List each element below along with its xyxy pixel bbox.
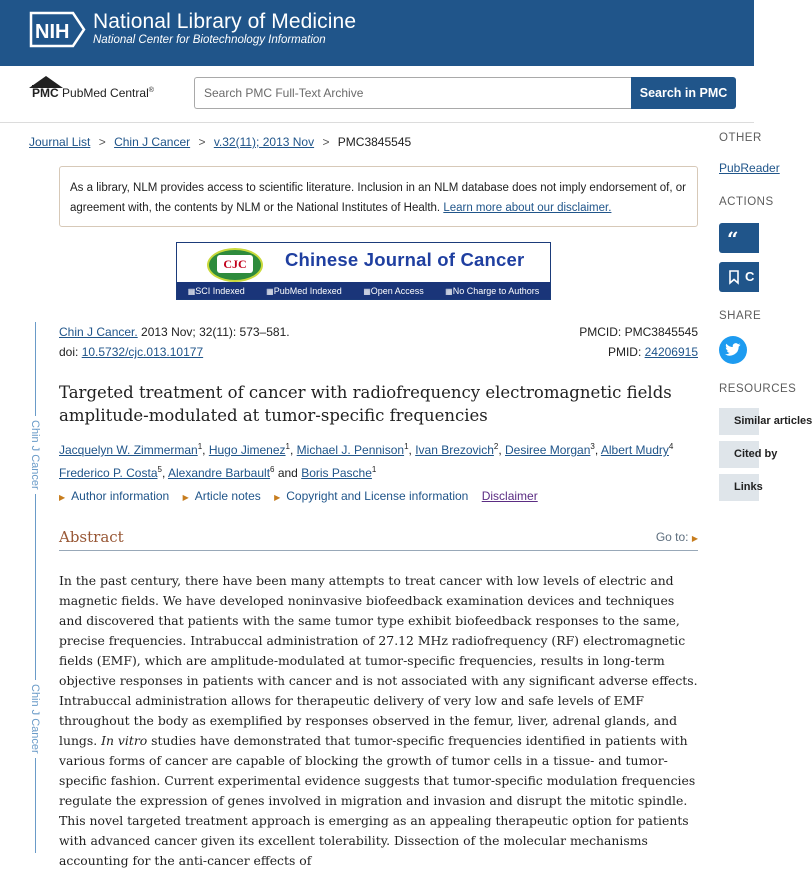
- cited-by-button[interactable]: Cited by: [719, 441, 759, 468]
- author-list: Jacquelyn W. Zimmerman$^1$, Hugo Jimenez$^1$, Michael J. Pennison$^1$, Ivan Brezovich$^2$, Desiree Morgan$^3$, Albert Mudry$^4$ Frederico P. Costa$^5$, Alexandre Barbault$^6$ and Boris Pasche$^1$: [59, 442, 674, 480]
- triangle-right-icon: ▶: [691, 534, 698, 543]
- pmcid-value: PMC3845545: [624, 325, 698, 339]
- author-link[interactable]: Desiree Morgan: [505, 443, 591, 457]
- author-affiliation: 1: [197, 442, 203, 451]
- author-affiliation: 1: [285, 442, 290, 451]
- pubreader-link[interactable]: PubReader: [719, 161, 780, 175]
- pmid-label: PMID:: [607, 345, 645, 359]
- pmid-link[interactable]: 24206915: [644, 345, 698, 359]
- collections-button[interactable]: [719, 262, 759, 292]
- copyright-label: Copyright and License information: [286, 489, 469, 503]
- banner-tag: ▦ No Charge to Authors: [445, 286, 539, 296]
- triangle-right-icon: ▶: [59, 493, 66, 502]
- search-button[interactable]: Search in PMC: [631, 77, 736, 109]
- author-link[interactable]: Ivan Brezovich: [415, 443, 494, 457]
- notice-text: As a library, NLM provides access to scientific literature. Inclusion in an NLM database does not imply endorsement of, or agreement with, the contents by NLM or the National Institutes of Health.: [70, 182, 686, 214]
- breadcrumb-separator: >: [322, 135, 330, 149]
- side-rail-label: Chin J Cancer: [29, 680, 41, 758]
- pmcid-label: PMCID:: [579, 325, 625, 339]
- actions-label: ACTIONS: [719, 196, 774, 208]
- links-button[interactable]: Links: [719, 474, 759, 501]
- breadcrumb: [29, 135, 411, 149]
- breadcrumb-current: PMC3845545: [337, 135, 412, 149]
- disclaimer-article-link[interactable]: Disclaimer: [481, 489, 538, 503]
- pmid-line: [608, 345, 698, 359]
- author-affiliation: 3: [590, 442, 595, 451]
- author-affiliation: 1: [404, 442, 409, 451]
- pmc-brand-prefix: PMC: [32, 86, 59, 100]
- ncbi-subtitle: National Center for Biotechnology Information: [93, 34, 326, 46]
- share-label: SHARE: [719, 310, 762, 322]
- banner-tag: ▦ SCI Indexed: [188, 286, 245, 296]
- bookmark-icon: [729, 270, 739, 284]
- article-notes-toggle[interactable]: [183, 489, 261, 503]
- author-link[interactable]: Jacquelyn W. Zimmerman: [59, 443, 198, 457]
- author-and: and: [274, 466, 302, 480]
- side-rail-line: [35, 322, 36, 853]
- disclaimer-notice: [59, 166, 698, 227]
- pmcid-line: [579, 325, 698, 339]
- breadcrumb-issue[interactable]: v.32(11); 2013 Nov: [213, 135, 315, 149]
- author-information-label: Author information: [71, 489, 170, 503]
- author-link[interactable]: Albert Mudry: [600, 443, 669, 457]
- breadcrumb-separator: >: [98, 135, 106, 149]
- abstract-part1: In the past century, there have been many attempts to treat cancer with low levels of electric and magnetic fields. We have developed noninvasive biofeedback examination devices and techniques and discovered that patients with the same tumor type exhibit biofeedback responses to the same, precise frequencies. Intrabuccal administration of 27.12 MHz radiofrequency (RF) electromagnetic fields (EMF), which are amplitude-modulated at tumor-specific frequencies, results in long-term objective responses in patients with cancer and is not associated with any significant adverse effects. Intrabuccal administration allows for therapeutic delivery of very low and safe levels of EMF throughout the body as exemplified by responses observed in the femur, liver, adrenal glands, and lungs.: [59, 573, 698, 748]
- goto-label: Go to:: [655, 530, 689, 544]
- twitter-share-button[interactable]: [719, 336, 747, 364]
- disclaimer-link[interactable]: Learn more about our disclaimer.: [443, 202, 612, 214]
- doi-label: doi:: [59, 345, 82, 359]
- doi-line: [59, 345, 203, 359]
- banner-tag: ▦ Open Access: [363, 286, 424, 296]
- author-affiliation: 2: [493, 442, 499, 451]
- banner-journal-title: Chinese Journal of Cancer: [285, 249, 525, 270]
- collections-initial: C: [745, 269, 755, 284]
- author-link[interactable]: Michael J. Pennison: [296, 443, 405, 457]
- nih-header: [0, 0, 754, 66]
- breadcrumb-separator: >: [198, 135, 206, 149]
- journal-banner[interactable]: [176, 242, 551, 300]
- other-formats-label: OTHER: [719, 132, 762, 144]
- citation-details: 2013 Nov; 32(11): 573–581.: [137, 325, 290, 339]
- nih-logo-text: NIH: [35, 21, 70, 43]
- author-link[interactable]: Alexandre Barbault: [167, 466, 271, 480]
- search-bar: [0, 66, 754, 123]
- breadcrumb-journal-list[interactable]: Journal List: [29, 135, 91, 149]
- triangle-right-icon: ▶: [274, 493, 281, 502]
- banner-tag: ▦ PubMed Indexed: [266, 286, 342, 296]
- quote-icon: “: [727, 227, 739, 251]
- author-affiliation: 1: [371, 465, 377, 474]
- side-rail-label: Chin J Cancer: [29, 416, 41, 494]
- author-link[interactable]: Hugo Jimenez: [208, 443, 286, 457]
- author-affiliation: 5: [157, 465, 162, 474]
- nlm-title[interactable]: National Library of Medicine: [93, 10, 357, 33]
- author-link[interactable]: Boris Pasche: [301, 466, 372, 480]
- author-affiliation: 4: [668, 442, 674, 451]
- twitter-icon: [725, 343, 741, 357]
- similar-articles-button[interactable]: Similar articles: [719, 408, 759, 435]
- author-information-toggle[interactable]: [59, 489, 169, 503]
- author-link[interactable]: Frederico P. Costa: [59, 466, 158, 480]
- citation-journal-link[interactable]: Chin J Cancer.: [59, 325, 138, 339]
- abstract-part2: studies have demonstrated that tumor-specific frequencies identified in patients with various forms of cancer are capable of blocking the growth of tumor cells in a tissue- and tumor-specific fashion. Current experimental evidence suggests that tumor-specific modulation frequencies regulate the expression of genes involved in migration and invasion and disrupt the mitotic spindle. This novel targeted treatment approach is emerging as an appealing therapeutic option for patients with advanced cancer given its excellent tolerability. Dissection of the molecular mechanisms accounting for the anti-cancer effects of: [59, 733, 696, 868]
- article-title: Targeted treatment of cancer with radiofrequency electromagnetic fields amplitude-modulated at tumor-specific frequencies: [59, 383, 672, 425]
- banner-tags: [177, 282, 550, 299]
- copyright-toggle[interactable]: [274, 489, 468, 503]
- nih-logo-icon[interactable]: [29, 11, 86, 48]
- article-notes-label: Article notes: [194, 489, 261, 503]
- cjc-logo-icon: [207, 248, 263, 282]
- doi-link[interactable]: 10.5732/cjc.013.10177: [81, 345, 204, 359]
- cite-button[interactable]: [719, 223, 759, 253]
- resources-label: RESOURCES: [719, 383, 797, 395]
- author-affiliation: 6: [270, 465, 275, 474]
- abstract-text: [59, 571, 701, 871]
- citation-line: [59, 325, 290, 339]
- pmc-brand[interactable]: PMC PubMed Central®: [32, 86, 154, 100]
- pmc-brand-name: PubMed Central: [62, 86, 149, 100]
- search-input[interactable]: [194, 77, 631, 109]
- breadcrumb-journal[interactable]: Chin J Cancer: [114, 135, 191, 149]
- triangle-right-icon: ▶: [182, 493, 189, 502]
- abstract-heading: Abstract: [59, 528, 124, 546]
- cjc-logo-text: CJC: [217, 255, 253, 273]
- abstract-italic: In vitro: [101, 733, 148, 748]
- goto-menu[interactable]: [656, 530, 698, 544]
- abstract-header: [59, 528, 698, 551]
- article-info-links: [59, 489, 538, 503]
